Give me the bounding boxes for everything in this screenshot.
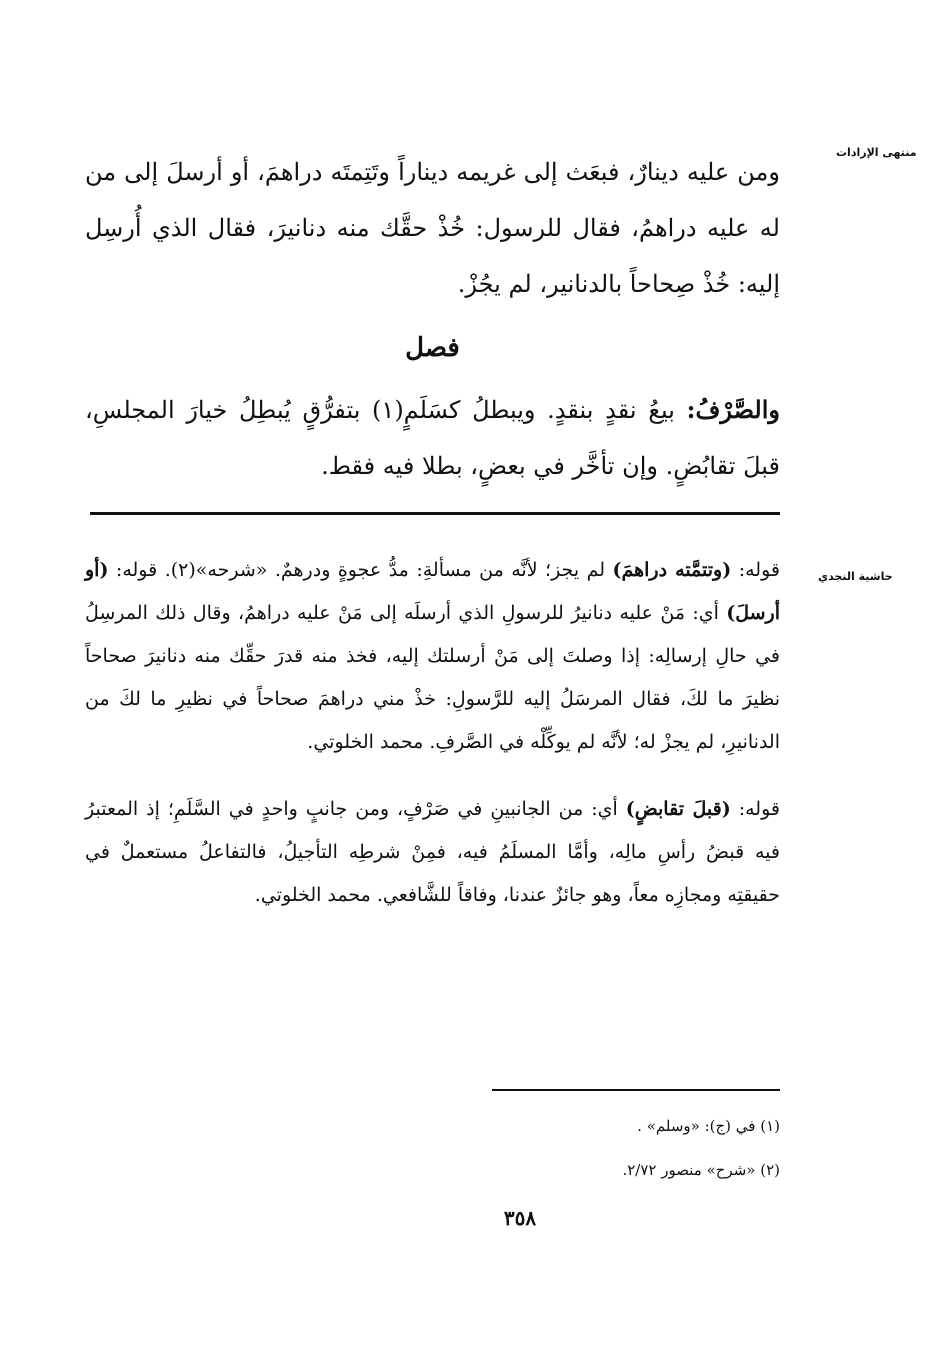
margin-label-najdi: حاشية النجدي [818, 570, 893, 583]
matn-block-2 [85, 382, 780, 494]
hashiya-paragraph-1 [85, 549, 780, 764]
matn-paragraph-1: ومن عليه دينارٌ، فبعَث إلى غريمه ديناراً وتَتِمتَه دراهمَ، أو أرسلَ إلى من له عليه دراهمُ، فقال للرسول: خُذْ حقَّك منه دنانيرَ، فقال الذي أُرسِل إليه: خُذْ صِحاحاً بالدنانير، لم يجُزْ. [85, 158, 780, 298]
hashiya-p1-quote-2: (أو أرسلَ) [85, 559, 780, 624]
margin-label-muntaha: منتهى الإرادات [836, 146, 917, 159]
hashiya-paragraph-2 [85, 788, 780, 917]
matn-block-1 [85, 144, 780, 312]
matn-paragraph-2-body: بيعُ نقدٍ بنقدٍ. ويبطلُ كسَلَمٍ(١) بتفرُّقٍ يُبطِلُ خيارَ المجلسِ، قبلَ تقابُضٍ. وإن تأخَّر في بعضٍ، بطلا فيه فقط. [85, 396, 780, 480]
footnote-2: (٢) «شرح» منصور ٢/٧٢. [622, 1161, 780, 1179]
separator-rule [90, 512, 780, 515]
hashiya-p2-quote: (قبلَ تقابضٍ) [625, 798, 731, 820]
hashiya-block [85, 549, 780, 917]
term-sarf: والصَّرْفُ: [686, 395, 780, 424]
hashiya-p2-text: أي: من الجانبينِ في صَرْفٍ، ومن جانبٍ واحدٍ في السَّلَمِ؛ إذ المعتبرُ فيه قبضُ رأسِ مالِه، وأمَّا المسلَمُ فيه، فمِنْ شرطِه التأجيلُ، فالتفاعلُ مستعملٌ في حقيقتِه ومجازِه معاً، وهو جائزٌ عندنا، وفاقاً للشَّافعي. محمد الخلوتي. [85, 798, 780, 906]
footnote-1: (١) في (ج): «وسلم» . [637, 1117, 780, 1135]
footnotes [622, 1104, 780, 1192]
page-number: ٣٥٨ [503, 1206, 537, 1230]
hashiya-p1-text-1: لم يجز؛ لأنَّه من مسألةِ: مدُّ عجوةٍ ودرهمٌ. «شرحه»(٢). قوله: [108, 559, 613, 581]
section-heading: فصل [405, 333, 460, 363]
hashiya-p1-quote-1: (وتتمَّته دراهمَ) [612, 559, 732, 581]
hashiya-p1-intro: قوله: [731, 559, 780, 581]
footnote-rule [492, 1089, 780, 1091]
hashiya-p2-intro: قوله: [730, 798, 780, 820]
matn-paragraph-2 [85, 382, 780, 494]
hashiya-p1-text-2: أي: مَنْ عليه دنانيرُ للرسولِ الذي أرسلَه إلى مَنْ عليه دراهمُ، وقال ذلك المرسِلُ في حالِ إرسالِه: إذا وصلتَ إلى مَنْ أرسلتك إليه، فخذ منه قدرَ حقِّك منه دنانيرَ صحاحاً نظيرَ ما لكَ، فقال المرسَلُ إليه للرَّسولِ: خذْ مني دراهمَ صحاحاً في نظيرِ ما لكَ من الدنانيرِ، لم يجزْ له؛ لأنَّه لم يوكِّلْه في الصَّرفِ. محمد الخلوتي. [85, 602, 780, 753]
